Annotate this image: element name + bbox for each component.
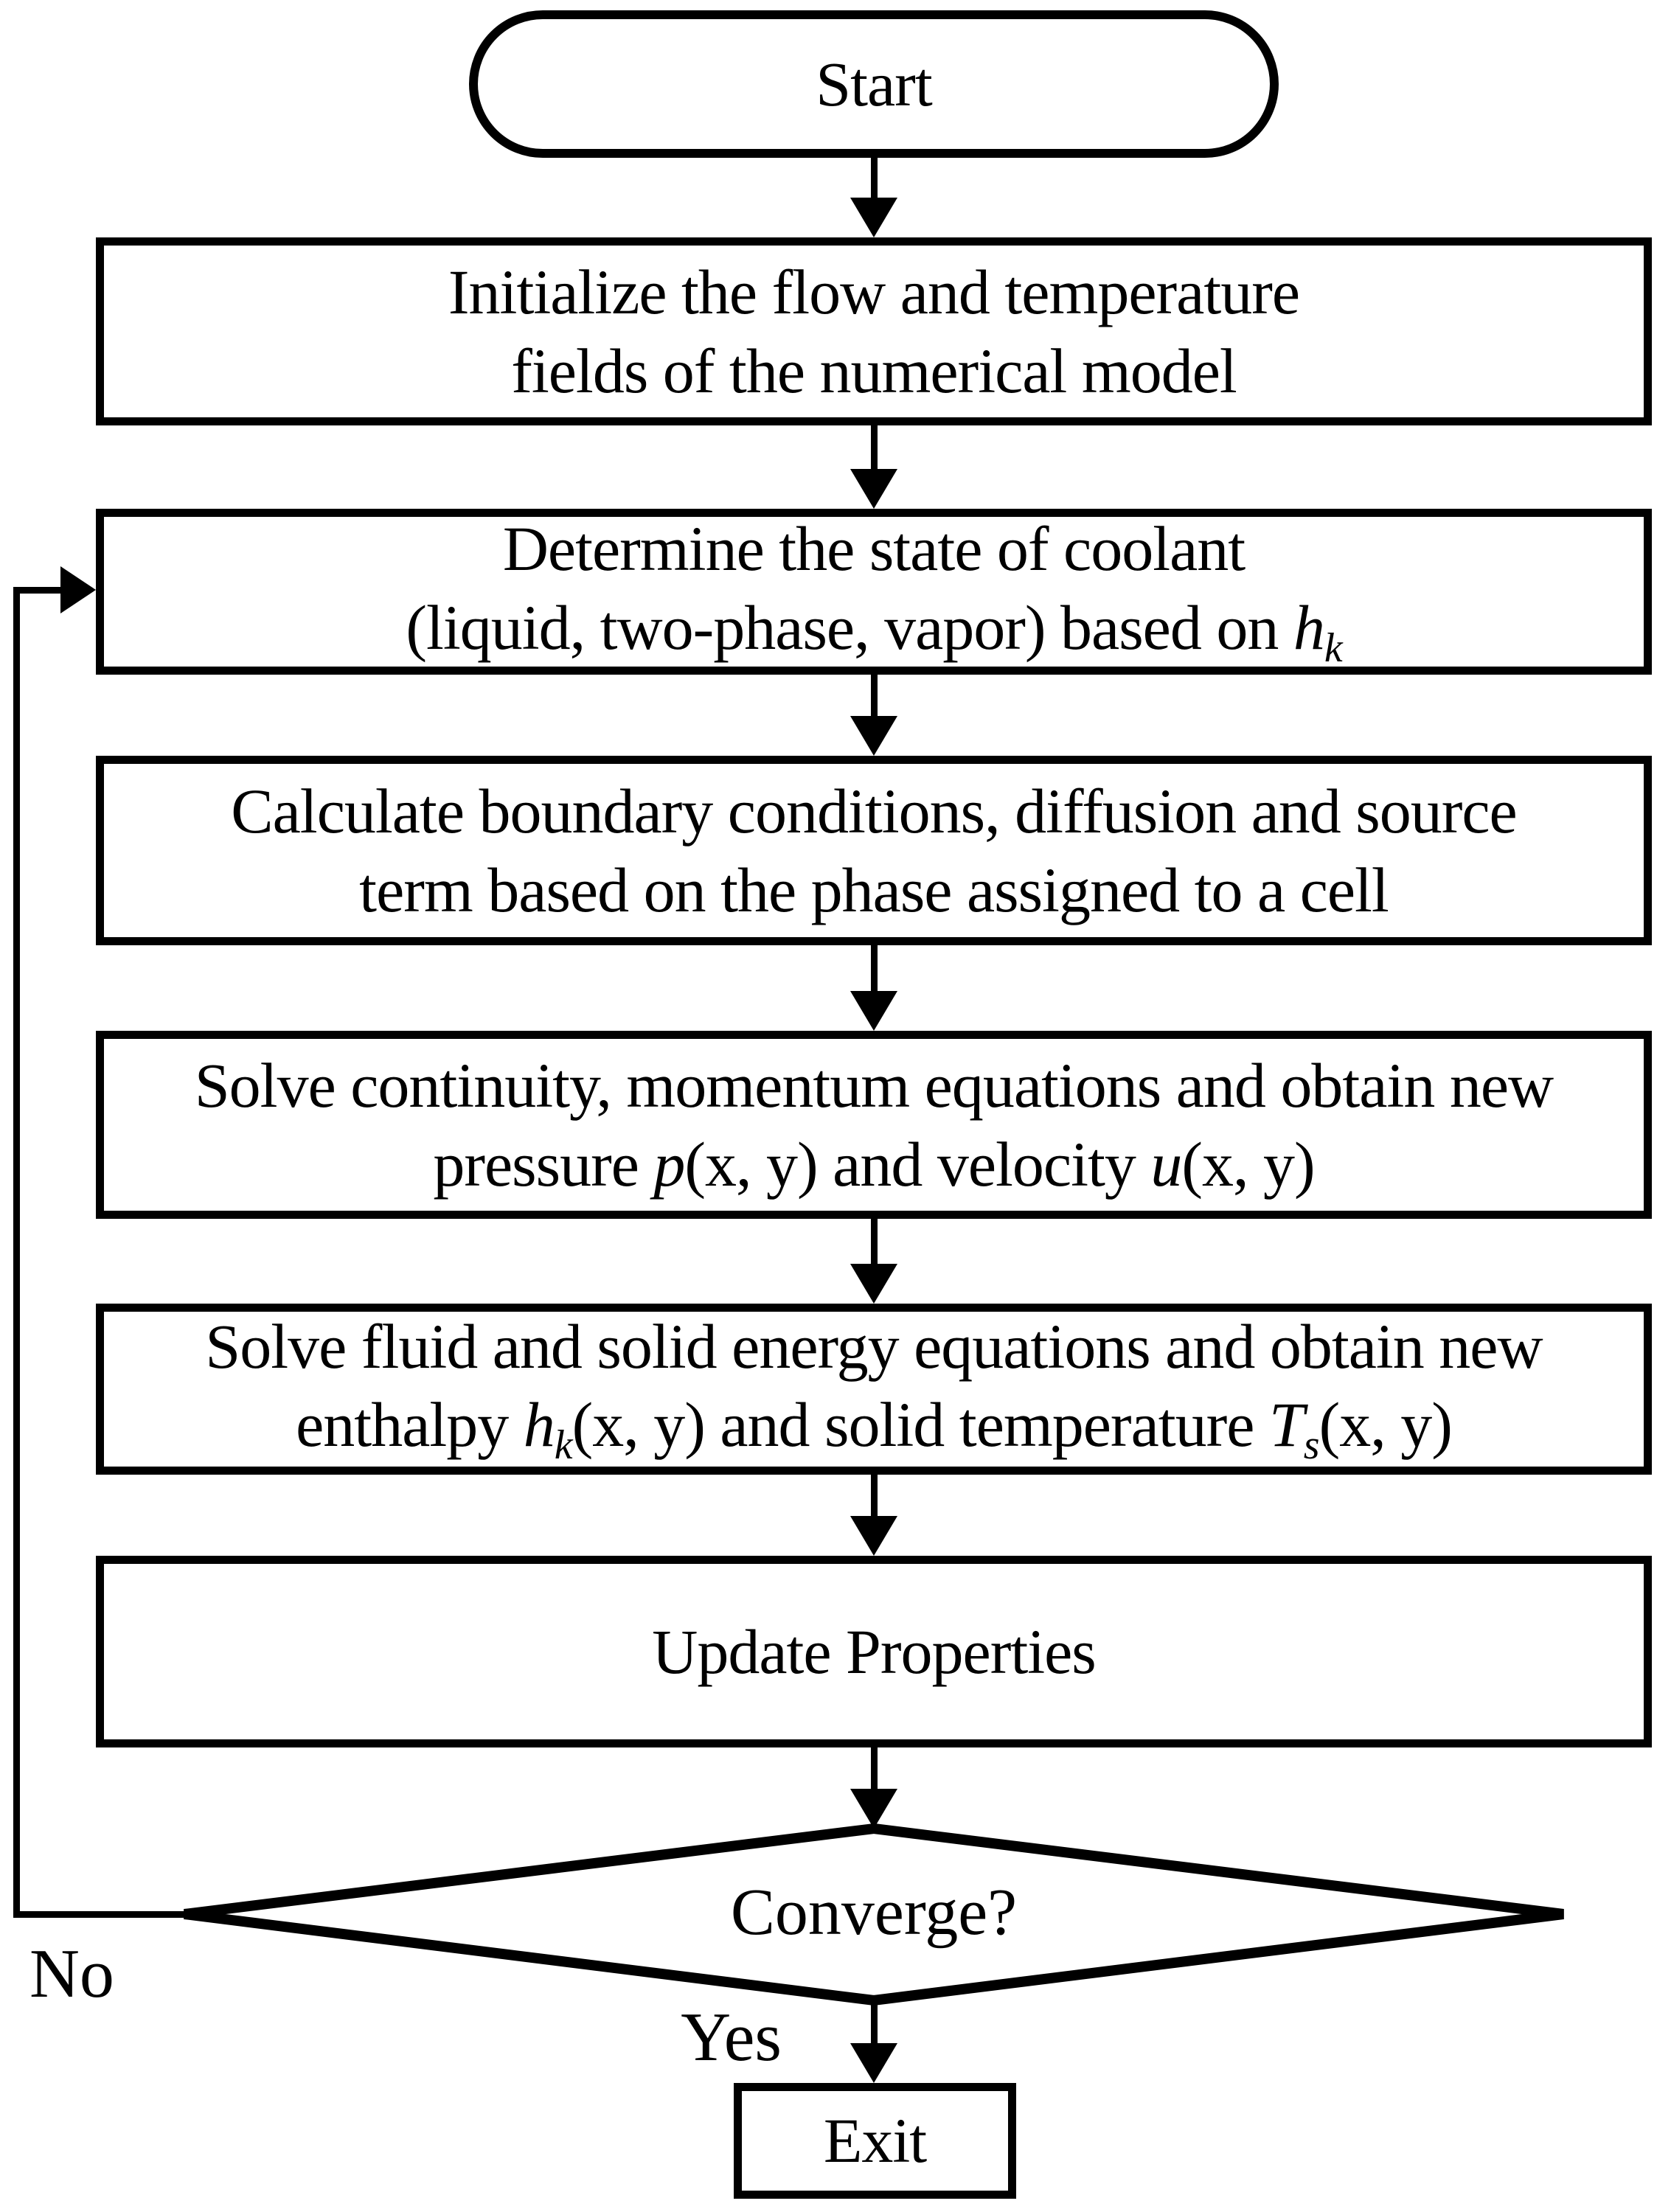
node-initialize-fields: Initialize the flow and temperature fields of the numerical model [96,237,1652,425]
arrow-start-to-initialize-line [871,156,878,201]
arrow-energy-to-update-line [871,1473,878,1519]
arrow-calculate-to-momentum-line [871,944,878,994]
converge-label: Converge? [730,1876,1018,1949]
arrow-initialize-to-determine-head [850,469,897,509]
arrow-converge-to-exit-head [850,2043,897,2083]
node-solve-energy-equations: Solve fluid and solid energy equations and obtain new enthalpy hk(x, y) and solid temperature Ts(x, y) [96,1304,1652,1475]
node-start: Start [469,10,1279,158]
arrow-start-to-initialize-head [850,198,897,237]
arrow-momentum-to-energy-head [850,1264,897,1304]
node-exit: Exit [734,2083,1016,2199]
label-yes: Yes [681,1999,782,2076]
arrow-energy-to-update-head [850,1516,897,1556]
arrow-calculate-to-momentum-head [850,991,897,1031]
arrow-update-to-converge-line [871,1746,878,1792]
arrow-determine-to-calculate-head [850,716,897,756]
arrow-initialize-to-determine-line [871,424,878,472]
no-loop-vertical-line [13,587,20,1918]
node-determine-coolant-state: Determine the state of coolant (liquid, two-phase, vapor) based on hk [96,509,1652,675]
label-no: No [29,1935,114,2012]
arrow-determine-to-calculate-line [871,673,878,719]
node-solve-continuity-momentum: Solve continuity, momentum equations and obtain new pressure p(x, y) and velocity u(x, y) [96,1031,1652,1219]
no-loop-arrowhead [60,566,96,613]
no-loop-entry-line [13,587,65,594]
node-update-properties: Update Properties [96,1556,1652,1747]
no-loop-bottom-line [13,1911,184,1918]
node-calculate-boundary-conditions: Calculate boundary conditions, diffusion and source term based on the phase assigned to a cell [96,756,1652,945]
arrow-momentum-to-energy-line [871,1217,878,1267]
